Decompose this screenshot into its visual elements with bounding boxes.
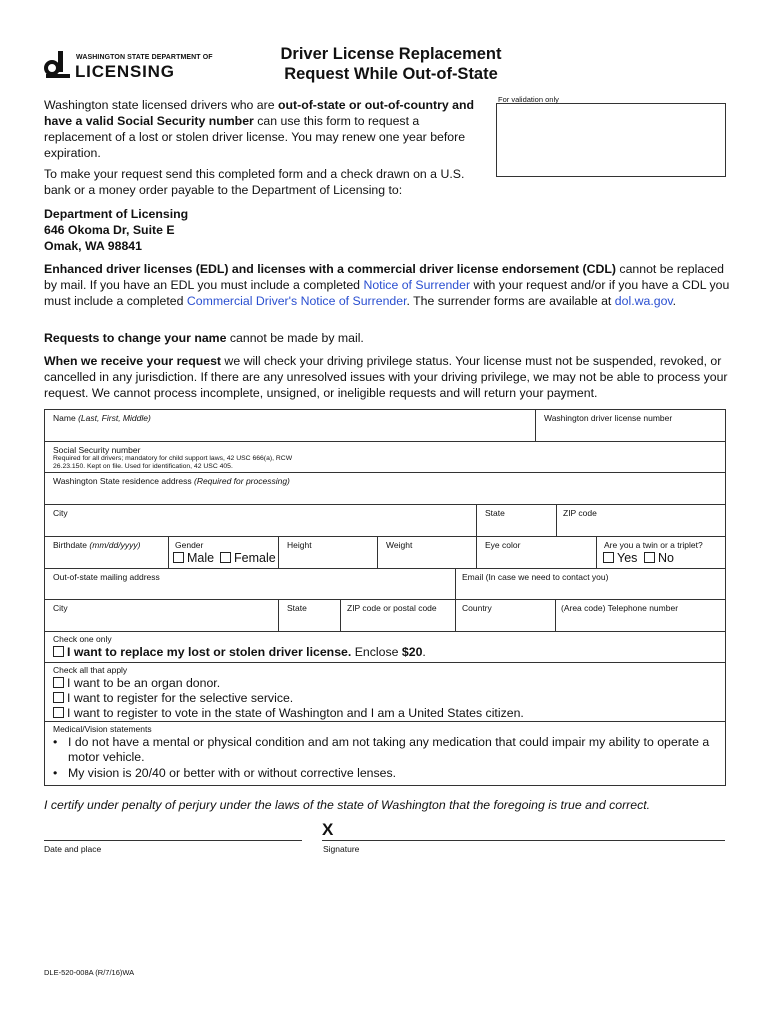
address-line-2: 646 Okoma Dr, Suite E xyxy=(44,223,175,237)
mailing-zip-label: ZIP code or postal code xyxy=(347,603,437,613)
email-field[interactable] xyxy=(456,569,726,600)
gender-field xyxy=(169,537,279,569)
mailing-city-label: City xyxy=(53,603,68,613)
form-number: DLE-520-008A (R/7/16)WA xyxy=(44,968,135,977)
title-line-2: Request While Out-of-State xyxy=(284,65,498,83)
twin-field xyxy=(597,537,726,569)
yes-checkbox[interactable] xyxy=(603,552,614,563)
intro-text-a: Washington state licensed drivers who are xyxy=(44,98,278,112)
mailing-address-label: Out-of-state mailing address xyxy=(53,572,160,582)
validation-box xyxy=(496,103,726,177)
edl-text-b: cannot be replaced by mail. If you have an EDL you must include a completed xyxy=(44,262,725,292)
signature-x-mark: X xyxy=(322,820,334,839)
replace-license-checkbox[interactable] xyxy=(53,646,64,657)
name-label-wrap xyxy=(53,413,151,423)
voter-registration-option[interactable] xyxy=(53,706,524,720)
replace-license-text: Enclose xyxy=(351,645,402,659)
female-label: Female xyxy=(234,551,276,565)
twin-no-option[interactable] xyxy=(644,551,674,565)
dol-logo xyxy=(44,50,213,81)
mailing-city-field[interactable] xyxy=(45,600,279,632)
intro-text-bold: out-of-state or out-of-country and have a valid Social Security number xyxy=(44,98,475,128)
mailing-address-field[interactable] xyxy=(45,569,456,600)
weight-field[interactable] xyxy=(378,537,477,569)
address-line-1: Department of Licensing xyxy=(44,207,189,221)
selective-service-checkbox[interactable] xyxy=(53,692,64,703)
medical-statement-1: I do not have a mental or physical condition and am not taking any medication that could impair my ability to operate a motor vehicle. xyxy=(68,735,710,764)
medical-label: Medical/Vision statements xyxy=(53,724,152,734)
name-label: Name xyxy=(53,413,76,423)
residence-zip-field[interactable] xyxy=(557,505,726,537)
eye-color-field[interactable] xyxy=(477,537,597,569)
request-form xyxy=(44,409,726,786)
yes-label: Yes xyxy=(617,551,638,565)
organ-donor-label: I want to be an organ donor. xyxy=(67,676,221,690)
signature-line[interactable] xyxy=(322,840,725,841)
bullet-dot-icon: • xyxy=(53,766,58,780)
signature-label: Signature xyxy=(323,844,360,854)
mail-instructions: To make your request send this completed form and a check drawn on a U.S. bank or a money order payable to the Department of Licensing to: xyxy=(44,167,465,197)
intro-text-c: can use this form to request a replacement of a lost or stolen driver license. You may renew one year before expiration. xyxy=(44,114,466,160)
mailing-state-label: State xyxy=(287,603,307,613)
residence-zip-label: ZIP code xyxy=(563,508,597,518)
mailing-zip-field[interactable] xyxy=(341,600,456,632)
twin-yes-option[interactable] xyxy=(603,551,637,565)
processing-paragraph xyxy=(44,353,734,401)
residence-city-label: City xyxy=(53,508,68,518)
check-one-label: Check one only xyxy=(53,634,112,644)
no-checkbox[interactable] xyxy=(644,552,655,563)
ssn-label: Social Security number xyxy=(53,445,141,455)
residence-state-label: State xyxy=(485,508,505,518)
gender-female-option[interactable] xyxy=(220,551,276,565)
edl-bold: Enhanced driver licenses (EDL) and licenses with a commercial driver license endorsement (CDL) xyxy=(44,262,616,276)
country-field[interactable] xyxy=(456,600,556,632)
birthdate-label-wrap xyxy=(53,540,140,550)
replace-fee: $20 xyxy=(401,645,423,659)
dol-logo-icon xyxy=(44,50,72,80)
country-label: Country xyxy=(462,603,492,613)
replace-license-option[interactable] xyxy=(53,645,426,659)
processing-bold: When we receive your request xyxy=(44,354,222,368)
date-place-line[interactable] xyxy=(44,840,302,841)
name-change-text: cannot be made by mail. xyxy=(226,331,364,345)
residence-hint: (Required for processing) xyxy=(193,476,290,486)
weight-label: Weight xyxy=(386,540,413,550)
residence-state-field[interactable] xyxy=(477,505,557,537)
replace-end: . xyxy=(422,645,426,659)
check-all-section xyxy=(45,663,726,722)
check-one-section xyxy=(45,632,726,663)
license-number-field[interactable] xyxy=(536,410,726,442)
license-number-label: Washington driver license number xyxy=(544,413,673,423)
edl-text-e: . xyxy=(672,294,677,308)
phone-field[interactable] xyxy=(556,600,726,632)
email-label: Email (In case we need to contact you) xyxy=(462,572,609,582)
gender-label: Gender xyxy=(175,540,204,550)
voter-registration-label: I want to register to vote in the state of Washington and I am a United States citizen. xyxy=(67,706,524,720)
address-line-3: Omak, WA 98841 xyxy=(44,239,142,253)
name-change-bold: Requests to change your name xyxy=(44,331,227,345)
male-checkbox[interactable] xyxy=(173,552,184,563)
eye-color-label: Eye color xyxy=(485,540,521,550)
name-change-paragraph xyxy=(44,330,734,346)
logo-department-text: WASHINGTON STATE DEPARTMENT OF xyxy=(76,54,213,61)
twin-label: Are you a twin or a triplet? xyxy=(604,540,703,550)
edl-paragraph xyxy=(44,261,734,309)
birthdate-hint: (mm/dd/yyyy) xyxy=(89,540,141,550)
height-field[interactable] xyxy=(279,537,378,569)
height-label: Height xyxy=(287,540,312,550)
name-field[interactable] xyxy=(45,410,536,442)
dol-website-link[interactable]: dol.wa.gov xyxy=(614,294,673,308)
name-hint: (Last, First, Middle) xyxy=(78,413,151,423)
mailing-address xyxy=(44,206,188,254)
replace-license-bold: I want to replace my lost or stolen driver license. xyxy=(67,645,352,659)
ssn-fine-print: Required for all drivers; mandatory for child support laws, 42 USC 666(a), RCW 26.23.150. Kept on file. Used for identification, 42 USC 405. xyxy=(53,455,293,470)
date-place-label: Date and place xyxy=(44,844,102,854)
residence-label-wrap xyxy=(53,476,290,486)
gender-male-option[interactable] xyxy=(173,551,214,565)
notice-of-surrender-link[interactable]: Notice of Surrender xyxy=(363,278,471,292)
page-title xyxy=(232,44,550,84)
edl-text-d: . The surrender forms are available at xyxy=(406,294,615,308)
female-checkbox[interactable] xyxy=(220,552,231,563)
validation-label: For validation only xyxy=(498,95,559,104)
bullet-dot-icon: • xyxy=(53,735,58,749)
selective-service-option[interactable] xyxy=(53,691,293,705)
selective-service-label: I want to register for the selective service. xyxy=(67,691,294,705)
phone-label: (Area code) Telephone number xyxy=(561,603,679,613)
residence-city-field[interactable] xyxy=(45,505,477,537)
intro-paragraph xyxy=(44,97,484,161)
mailing-state-field[interactable] xyxy=(279,600,341,632)
edl-text-c: with your request and/or if you have a CDL you must include a completed xyxy=(44,278,730,308)
logo-licensing-text: LICENSING xyxy=(75,62,175,81)
processing-text: we will check your driving privilege status. Your license must not be suspended, revoked, or cancelled in any jurisdiction. If there are any unresolved issues with your driving privilege, we may not be able to process your request. We cannot process incomplete, unsigned, or ineligible requests and will return your payment. xyxy=(44,354,728,400)
residence-label: Washington State residence address xyxy=(53,476,192,486)
organ-donor-checkbox[interactable] xyxy=(53,677,64,688)
title-line-1: Driver License Replacement xyxy=(280,45,502,63)
voter-registration-checkbox[interactable] xyxy=(53,707,64,718)
cdl-notice-of-surrender-link[interactable]: Commercial Driver's Notice of Surrender xyxy=(186,294,407,308)
medical-statement-2: My vision is 20/40 or better with or without corrective lenses. xyxy=(68,766,397,780)
residence-address-field[interactable] xyxy=(45,473,726,505)
check-all-label: Check all that apply xyxy=(53,665,128,675)
birthdate-field[interactable] xyxy=(45,537,169,569)
organ-donor-option[interactable] xyxy=(53,676,220,690)
male-label: Male xyxy=(187,551,215,565)
medical-section xyxy=(45,722,726,786)
ssn-field[interactable] xyxy=(45,442,726,473)
birthdate-label: Birthdate xyxy=(53,540,88,550)
certification-statement: I certify under penalty of perjury under the laws of the state of Washington that the foregoing is true and correct. xyxy=(44,798,651,812)
no-label: No xyxy=(658,551,674,565)
